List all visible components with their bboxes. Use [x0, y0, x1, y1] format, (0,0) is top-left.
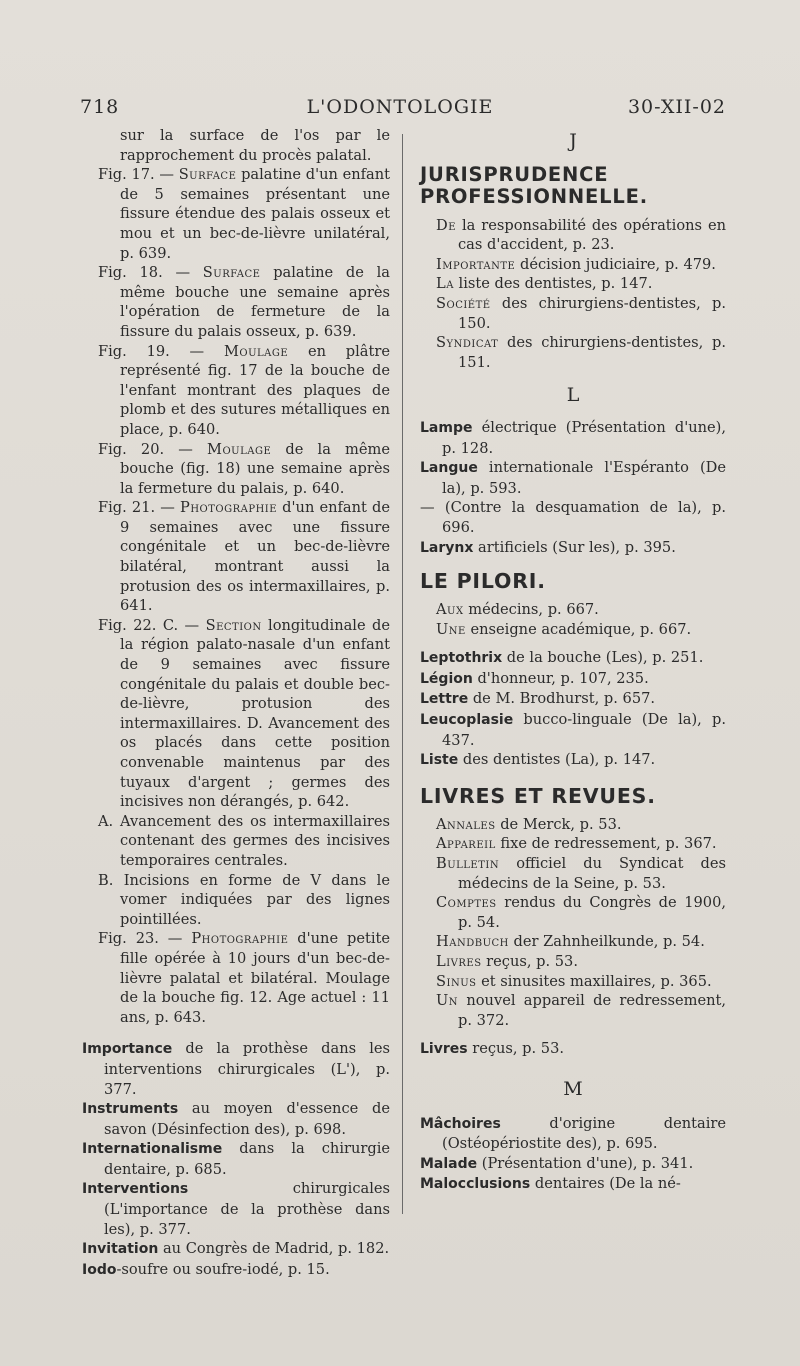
section-heading-livres: LIVRES ET REVUES. [420, 783, 656, 808]
index-entry: Handbuch der Zahnheilkunde, p. 54. [436, 933, 705, 951]
section-heading-pilori: LE PILORI. [420, 569, 546, 594]
index-entry: Liste des dentistes (La), p. 147. [420, 751, 656, 769]
index-entry: Leptothrix de la bouche (Les), p. 251. [420, 649, 704, 667]
column-divider [402, 134, 403, 1214]
index-entry: Lettre de M. Brodhurst, p. 657. [420, 690, 656, 708]
index-entry: sur la surface de l'os par le rapprochement du procès palatal. [120, 127, 390, 164]
index-entry: Malade (Présentation d'une), p. 341. [420, 1154, 694, 1172]
index-entry: Société des chirurgiens-dentistes, p. 150. [436, 294, 726, 332]
index-entry: Fig. 17. — Surface palatine d'un enfant de 5 semaines présentant une fissure étendue des palais osseux et mou et un bec-de-lièvre unilatéral, p. 639. [98, 166, 391, 262]
index-entry: Une enseigne académique, p. 667. [436, 620, 692, 638]
letter-heading-l: L [566, 384, 580, 407]
index-entry: Lampe électrique (Présentation d'une), p. 128. [420, 418, 726, 457]
index-entry: Fig. 22. C. — Section longitudinale de la région palato-nasale d'un enfant de 9 semaines avec fissure congénitale du palais et double bec-de-lièvre, protusion des intermaxillaires. D. Avancement des os placés dans cette position convenable maintenus par des tuyaux d'argent ; germes des incisives non dérangés, p. 642. [98, 616, 391, 811]
letter-heading-j: J [569, 130, 577, 152]
index-entry: Malocclusions dentaires (De la né- [420, 1175, 681, 1193]
index-entry: Langue internationale l'Espéranto (De la), p. 593. [420, 459, 726, 497]
index-entry: La liste des dentistes, p. 147. [436, 275, 653, 293]
journal-title: L'ODONTOLOGIE [306, 96, 494, 118]
index-entry: B. Incisions en forme de V dans le vomer indiquées par des lignes pointillées. [98, 871, 390, 928]
index-entry: Fig. 20. — Moulage de la même bouche (fig. 18) une semaine après la fermeture du palais, p. 640. [98, 440, 391, 497]
index-entry: De la responsabilité des opérations en cas d'accident, p. 23. [436, 216, 726, 254]
index-entry: — (Contre la desquamation de la), p. 696. [420, 499, 726, 536]
index-entry: Importante décision judiciaire, p. 479. [436, 255, 716, 273]
left-column [82, 126, 390, 1280]
issue-date: 30-XII-02 [627, 96, 726, 118]
index-entry: Aux médecins, p. 667. [436, 601, 599, 619]
index-entry: Syndicat des chirurgiens-dentistes, p. 151. [436, 334, 726, 371]
index-entry: Instruments au moyen d'essence de savon (Désinfection des), p. 698. [82, 1100, 390, 1138]
index-entry: Légion d'honneur, p. 107, 235. [420, 669, 649, 687]
running-header [0, 96, 800, 126]
index-entry: Fig. 21. — Photographie d'un enfant de 9 semaines avec une fissure congénitale et un bec-de-lièvre bilatéral, montrant aussi la protusion des os intermaxillaires, p. 641. [98, 499, 390, 615]
index-entry: Fig. 23. — Photographie d'une petite fille opérée à 10 jours d'un bec-de-lièvre palatal et bilatéral. Moulage de la bouche fig. 12. Age actuel : 11 ans, p. 643. [98, 930, 391, 1026]
letter-heading-m: M [563, 1077, 583, 1100]
page-number: 718 [80, 96, 120, 118]
index-entry: Comptes rendus du Congrès de 1900, p. 54. [436, 894, 726, 931]
index-entry: Sinus et sinusites maxillaires, p. 365. [436, 972, 712, 990]
index-entry: Appareil fixe de redressement, p. 367. [436, 835, 717, 853]
index-entry: A. Avancement des os intermaxillaires contenant des germes des incisives temporaires centrales. [98, 812, 390, 869]
index-entry: Leucoplasie bucco-linguale (De la), p. 437. [420, 711, 726, 749]
index-entry: Livres reçus, p. 53. [436, 953, 578, 970]
index-entry: Mâchoires d'origine dentaire (Ostéopériostite des), p. 695. [420, 1114, 726, 1153]
index-entry: Iodo-soufre ou soufre-iodé, p. 15. [82, 1260, 330, 1278]
index-entry: Interventions chirurgicales (L'importance de la prothèse dans les), p. 377. [82, 1180, 390, 1238]
index-entry: Fig. 19. — Moulage en plâtre représenté fig. 17 de la bouche de l'enfant montrant des plaques de plomb et des sutures métalliques en place, p. 640. [98, 342, 390, 438]
index-entry: Bulletin officiel du Syndicat des médecins de la Seine, p. 53. [436, 855, 726, 892]
index-entry: Un nouvel appareil de redressement, p. 372. [436, 992, 726, 1029]
section-heading-jurisprudence: JURISPRUDENCE PROFESSIONNELLE. [420, 162, 648, 208]
index-entry: Internationalisme dans la chirurgie dentaire, p. 685. [82, 1140, 390, 1178]
index-entry: Annales de Merck, p. 53. [436, 815, 622, 833]
index-entry: Invitation au Congrès de Madrid, p. 182. [82, 1240, 390, 1258]
index-entry: Larynx artificiels (Sur les), p. 395. [420, 538, 676, 556]
right-column [420, 126, 726, 1195]
index-entry: Fig. 18. — Surface palatine de la même bouche une semaine après l'opération de fermeture de la fissure du palais osseux, p. 639. [98, 264, 390, 340]
index-entry: Livres reçus, p. 53. [420, 1040, 564, 1058]
index-entry: Importance de la prothèse dans les interventions chirurgicales (L'), p. 377. [82, 1040, 390, 1098]
